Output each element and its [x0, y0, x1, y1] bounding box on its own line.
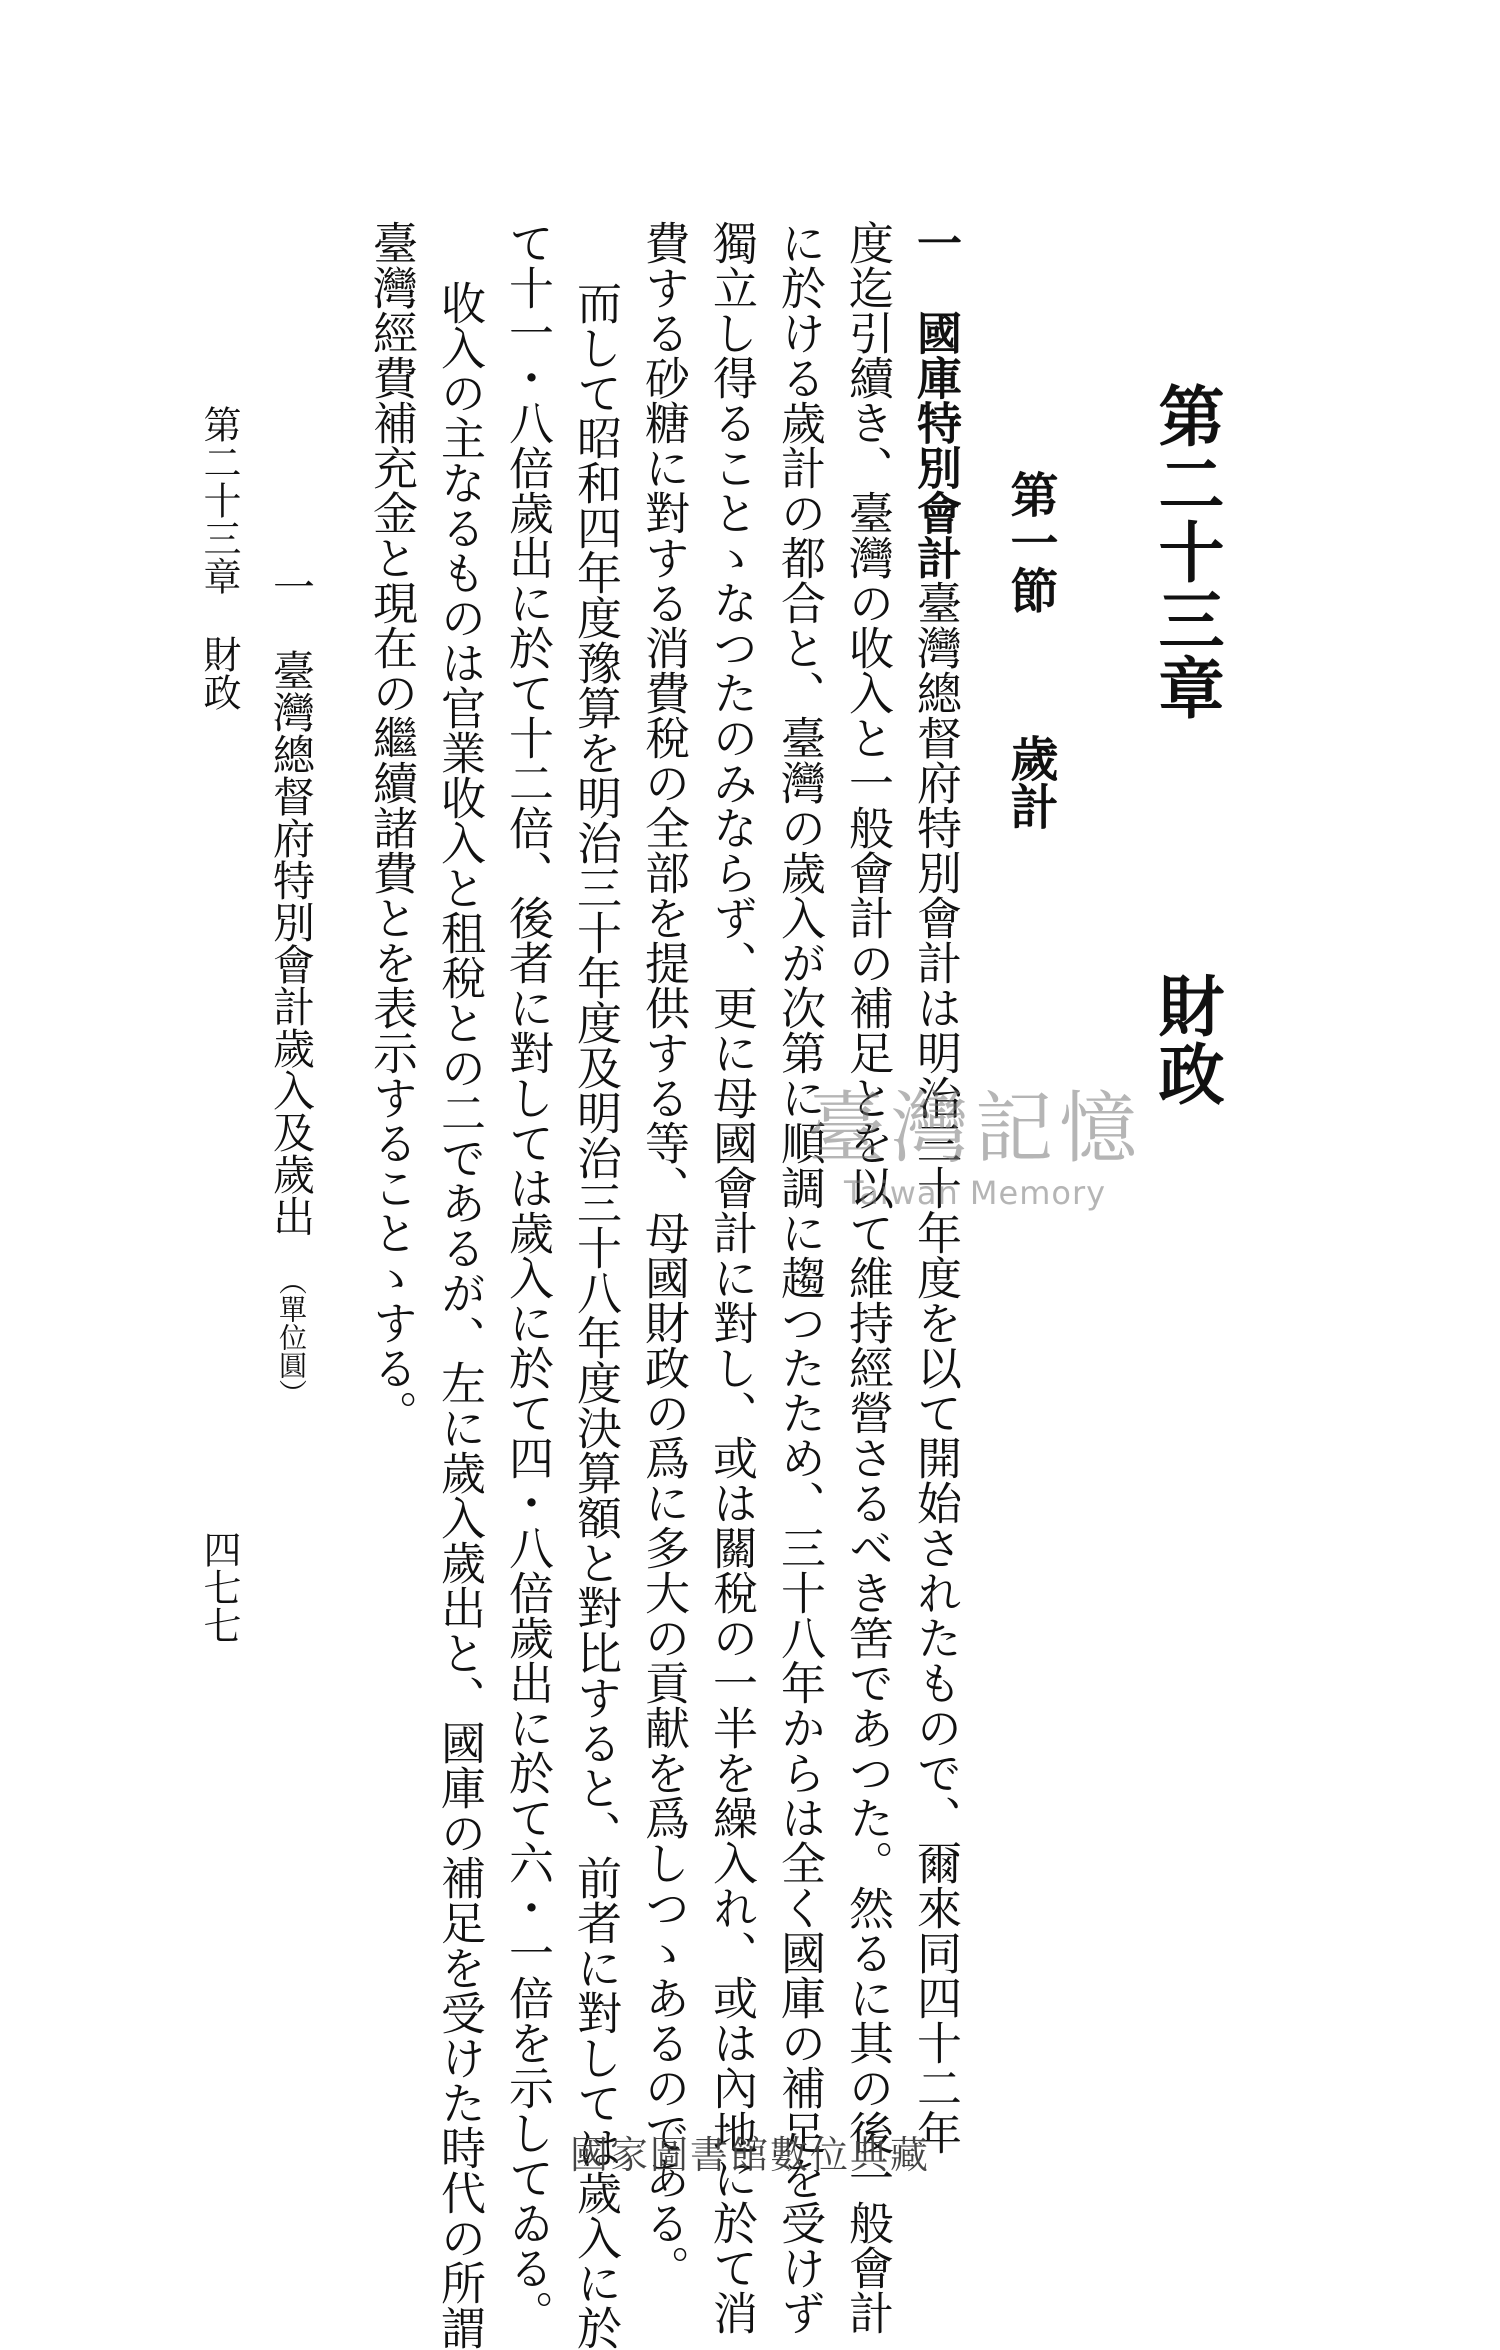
table-caption [267, 565, 316, 1407]
running-head [197, 405, 241, 711]
chapter-title [1147, 382, 1224, 1108]
running-head-subject: 財政 [197, 635, 241, 711]
column-text: 獨立し得ることゝなつたのみならず、更に母國會計に對し、或は關稅の一半を繰入れ、或は內地に於て消 [705, 220, 758, 2335]
text-column [500, 220, 554, 2335]
text-column [908, 220, 962, 2155]
section-subject: 歲計 [1002, 734, 1058, 830]
text-column [364, 220, 418, 1900]
watermark-subtitle: Taiwan Memory [843, 1174, 1107, 1212]
section-number: 第一節 [1002, 470, 1058, 614]
running-head-chapter: 第二十三章 [197, 405, 241, 595]
text-column [772, 220, 826, 2335]
chapter-subject: 財政 [1147, 972, 1224, 1108]
section-heading [1000, 470, 1058, 830]
subsection-heading: 一 國庫特別會計 [909, 220, 962, 580]
column-text: 而して昭和四年度豫算を明治三十年度及明治三十八年度決算額と對比すると、前者に對しては歲入に於 [569, 280, 622, 2350]
text-column [636, 220, 690, 2290]
text-column [432, 220, 486, 2350]
column-text: 費する砂糖に對する消費稅の全部を提供する等、母國財政の爲に多大の貢献を爲しつゝあるのである。 [637, 220, 690, 2290]
text-column [704, 220, 758, 2335]
table-unit: （單位圓） [275, 1267, 308, 1407]
column-text: 度迄引續き、臺灣の收入と一般會計の補足とを以て維持經營さるべき筈であつた。然るに其の後一般會計 [841, 220, 894, 2335]
chapter-number: 第二十三章 [1147, 382, 1224, 722]
watermark-logo [740, 1084, 1210, 1212]
text-column [568, 220, 622, 2350]
text-column [840, 220, 894, 2335]
table-caption-text: 一 臺灣總督府特別會計歲入及歲出 [267, 565, 316, 1237]
column-text: 臺灣經費補充金と現在の繼續諸費とを表示することゝする。 [365, 220, 418, 1435]
column-text: 收入の主なるものは官業收入と租稅との二であるが、左に歲入歲出と、國庫の補足を受けた時代の所謂 [433, 280, 486, 2350]
footer-credit: 國家圖書館數位典藏 [569, 2133, 930, 2177]
watermark-title: 臺灣記憶 [806, 1084, 1143, 1174]
column-text: て十一・八倍歲出に於て十二倍、後者に對しては歲入に於て四・八倍歲出に於て六・一倍を示してゐる。 [501, 220, 554, 2335]
column-text: 臺灣總督府特別會計は明治三十年度を以て開始されたもので、爾來同四十二年 [909, 580, 962, 2155]
column-text: に於ける歲計の都合と、臺灣の歲入が次第に順調に趨つたため、三十八年からは全く國庫の補足を受けず [773, 220, 826, 2335]
page-number: 四七七 [197, 1530, 241, 1644]
